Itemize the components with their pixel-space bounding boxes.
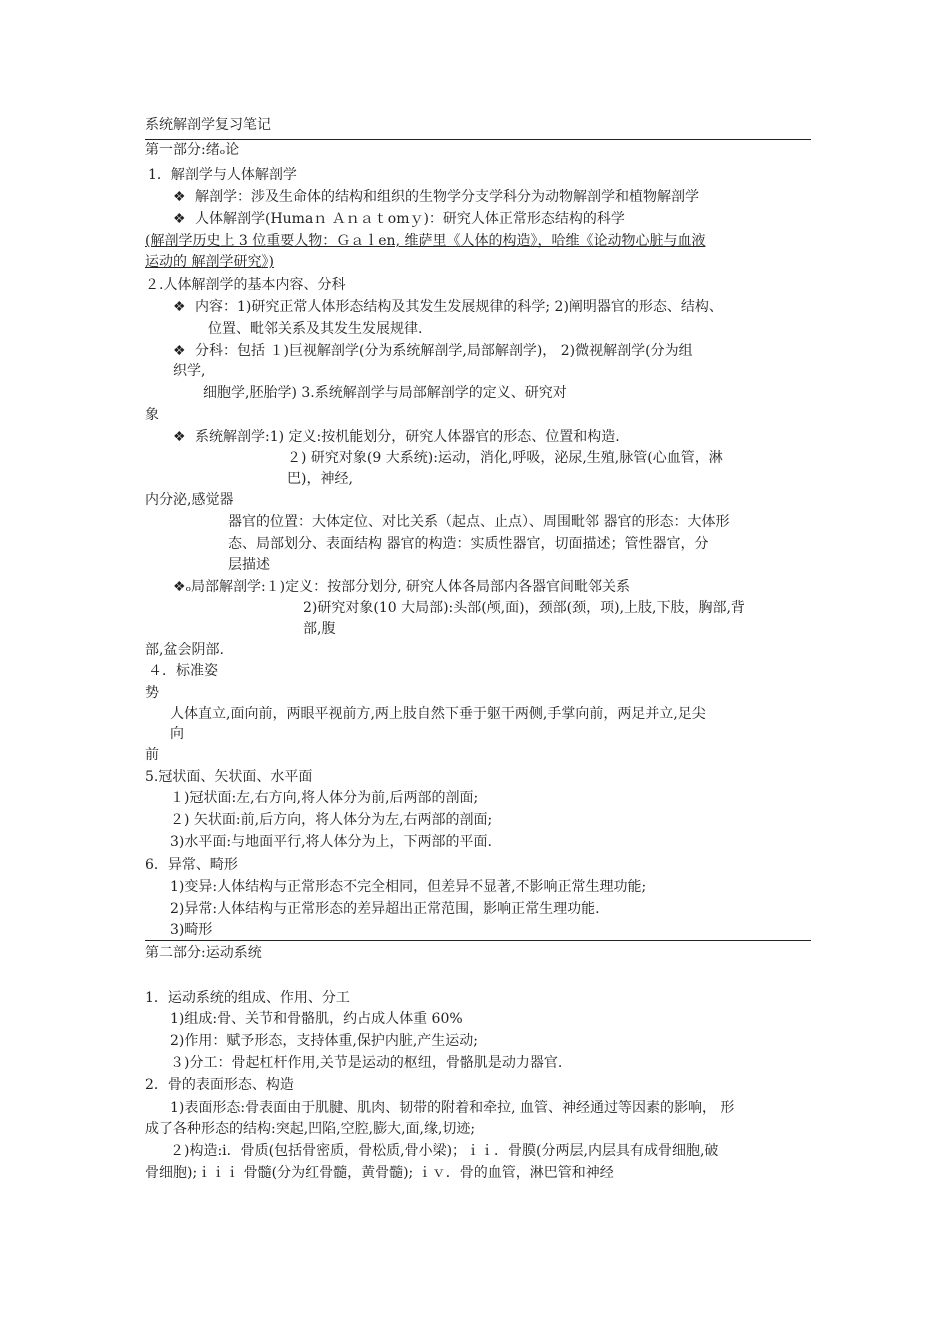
text-line: 1)组成:骨、关节和骨骼肌，约占成人体重 60% [170,1011,463,1027]
text-line: ３)分工：骨起杠杆作用,关节是运动的枢纽，骨骼肌是动力器官. [170,1055,563,1071]
text-line: ２.人体解剖学的基本内容、分科 [145,277,346,293]
text-line: 解剖学：涉及生命体的结构和组织的生物学分支学科分为动物解剖学和植物解剖学 [195,189,699,205]
section-divider [145,139,811,140]
text-line: 分科：包括 １)巨视解剖学(分为系统解剖学,局部解剖学)， 2)微视解剖学(分为组 [195,343,693,359]
text-line: 部,腹 [303,621,336,637]
text-line: ２) 矢状面:前,后方向，将人体分为左,右两部的剖面; [170,812,493,828]
text-line: ２) 研究对象(9 大系统):运动，消化,呼吸，泌尿,生殖,脉管(心血管，淋 [287,450,723,466]
text-line: 人体直立,面向前，两眼平视前方,两上肢自然下垂于躯干两侧,手掌向前，两足并立,足尖 [170,706,706,722]
text-line: ４．标准姿 [148,663,218,679]
text-line: 2)研究对象(10 大局部):头部(颅,面)，颈部(颈，项),上肢,下肢，胸部,背 [303,600,745,616]
text-line: １)冠状面:左,右方向,将人体分为前,后两部的剖面; [170,790,479,806]
text-line: 3)水平面:与地面平行,将人体分为上，下两部的平面. [170,834,492,850]
diamond-bullet-icon: ❖ [173,579,186,595]
bullet-line [173,427,620,447]
text-line: 5.冠状面、矢状面、水平面 [145,769,313,785]
text-line: 6．异常、畸形 [145,857,238,873]
text-line: ₒ局部解剖学:１)定义：按部分划分, 研究人体各局部内各器官间毗邻关系 [185,579,631,595]
text-line: 1)变异:人体结构与正常形态不完全相同，但差异不显著,不影响正常生理功能; [170,879,647,895]
text-line: 2)作用：赋予形态，支持体重,保护内脏,产生运动; [170,1033,478,1049]
text-line: 细胞学,胚胎学) 3.系统解剖学与局部解剖学的定义、研究对 [203,385,567,401]
text-line: 态、局部划分、表面结构 器官的构造：实质性器官，切面描述；管性器官，分 [228,536,709,552]
document-title: 系统解剖学复习笔记 [145,117,271,133]
text-line: 成了各种形态的结构:突起,凹陷,空腔,膨大,面,缘,切迹; [145,1121,476,1137]
text-line: 前 [145,747,159,763]
text-line: 器官的位置：大体定位、对比关系（起点、止点）、周围毗邻 器官的形态：大体形 [228,514,730,530]
text-line: ２)构造:i．骨质(包括骨密质，骨松质,骨小梁)；ｉｉ．骨膜(分两层,内层具有成骨细胞,破 [170,1143,719,1159]
text-line: 内容：1)研究正常人体形态结构及其发生发展规律的科学; 2)阐明器官的形态、结构、 [195,299,723,315]
text-line: 人体解剖学(Humaｎ Ａｎａｔomｙ)：研究人体正常形态结构的科学 [195,211,625,227]
text-line: 运动的 解剖学研究》) [145,254,274,270]
bullet-line [173,341,693,361]
text-line: 向 [170,726,184,742]
bullet-line [173,187,699,207]
text-line: 巴)，神经, [287,471,353,487]
text-line: 2)异常:人体结构与正常形态的差异超出正常范围，影响正常生理功能. [170,901,600,917]
text-line: 势 [145,685,159,701]
bullet-line [173,577,630,597]
text-line: 2．骨的表面形态、构造 [145,1077,294,1093]
text-line: 3)畸形 [170,922,213,938]
text-line: 内分泌,感觉器 [145,492,234,508]
section-divider [145,940,811,941]
bullet-line [173,209,625,229]
text-line: 织学, [173,363,206,379]
text-line: 1．解剖学与人体解剖学 [148,167,297,183]
text-line: 1．运动系统的组成、作用、分工 [145,990,350,1006]
text-line: 位置、毗邻关系及其发生发展规律. [208,321,423,337]
text-line: 部,盆会阴部. [145,642,224,658]
diamond-bullet-icon: ❖ [173,429,186,445]
part2-heading: 第二部分:运动系统 [145,945,262,961]
diamond-bullet-icon: ❖ [173,189,186,205]
diamond-bullet-icon: ❖ [173,343,186,359]
text-line: 层描述 [228,557,270,573]
text-line: (解剖学历史上 3 位重要人物：Ｇａｌen, 维萨里《人体的构造》，哈维《论动物心脏与血液 [145,233,706,249]
bullet-line [173,297,723,317]
text-line: 系统解剖学:1) 定义:按机能划分，研究人体器官的形态、位置和构造. [195,429,620,445]
text-line: 象 [145,407,159,423]
text-line: 1)表面形态:骨表面由于肌腱、肌肉、韧带的附着和牵拉, 血管、神经通过等因素的影响， 形 [170,1100,735,1116]
text-line: 骨细胞);ｉｉｉ 骨髓(分为红骨髓，黄骨髓); ｉｖ．骨的血管，淋巴管和神经 [145,1165,614,1181]
diamond-bullet-icon: ❖ [173,299,186,315]
part1-heading: 第一部分:绪ₒ论 [145,142,240,158]
diamond-bullet-icon: ❖ [173,211,186,227]
